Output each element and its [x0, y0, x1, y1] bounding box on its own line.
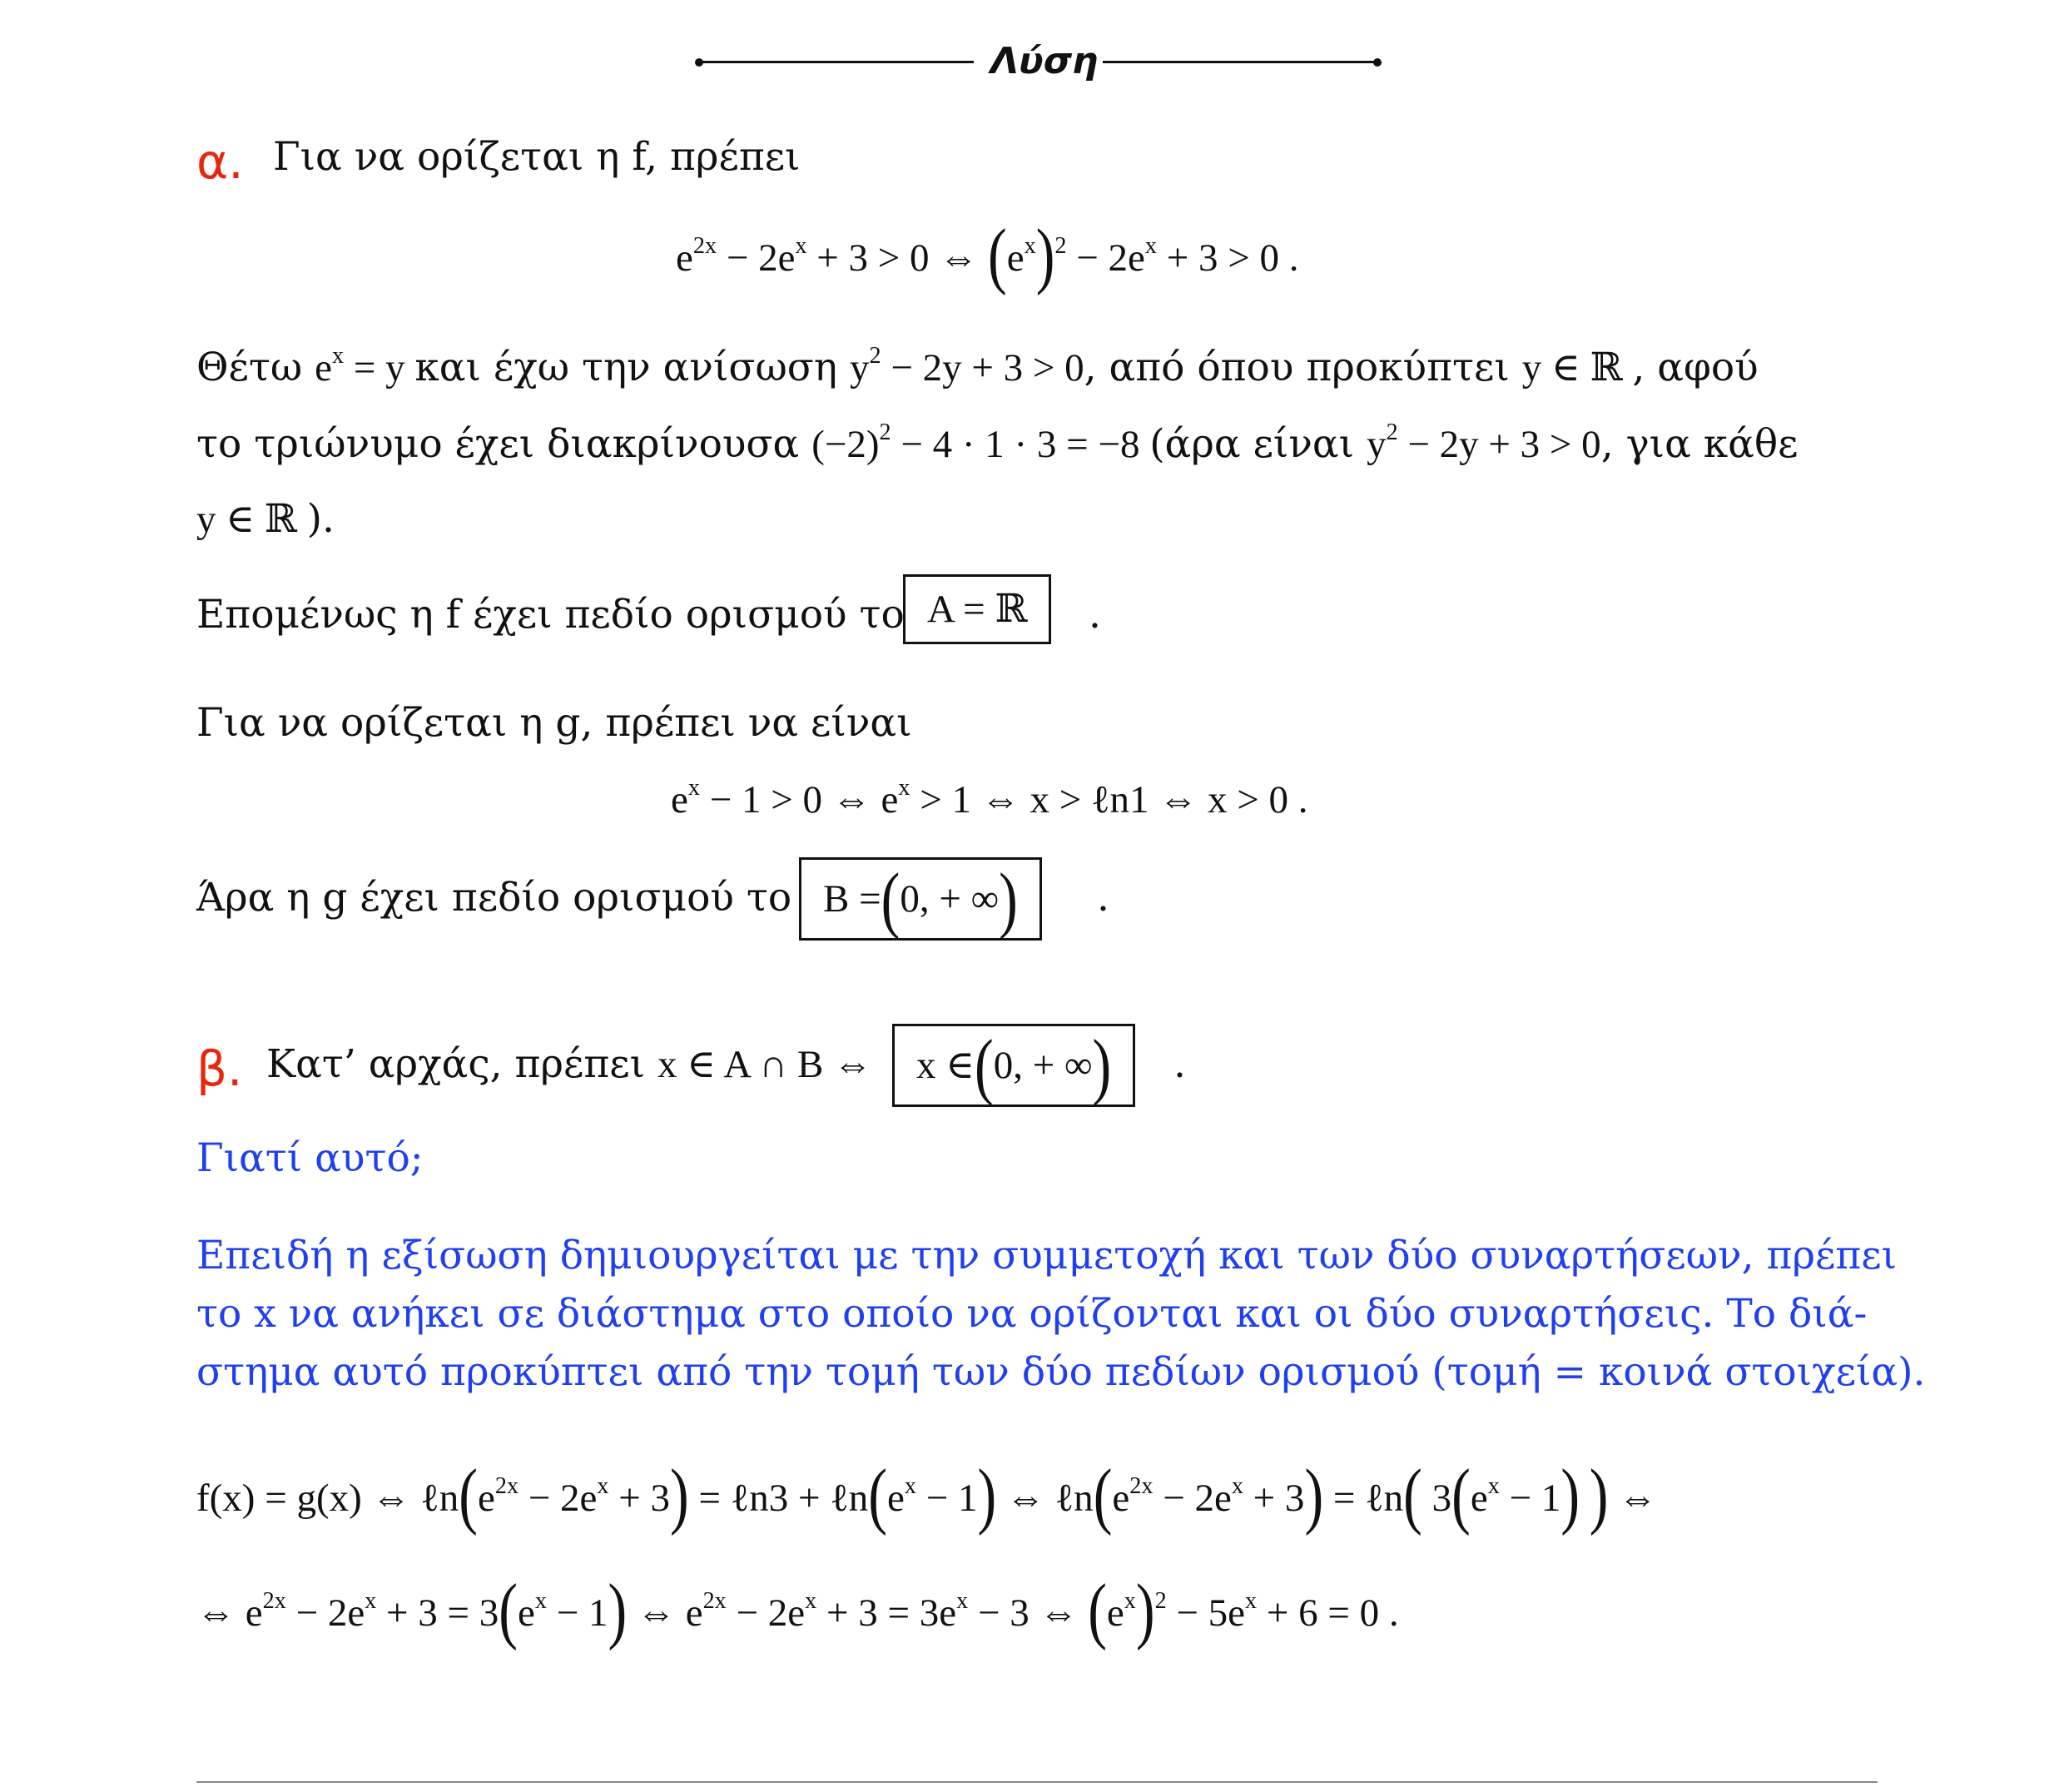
discriminant-line-end [196, 496, 335, 542]
subst-text-3: , από όπου προκύπτει [1084, 345, 1510, 390]
equation-f-domain: $e^{2x} - 2e^x + 3 > 0$ ⇔ $(e^x)^2 - 2e^x + 3 > 0$ . [676, 213, 1299, 296]
common-domain-box [892, 1024, 1135, 1107]
part-b-intro-math: x ∈ A ∩ B ⇔ [657, 1043, 873, 1086]
subst-text-1: Θέτω [196, 345, 303, 390]
explanation-line-1: Επειδή η εξίσωση δημιουργείται με την συμμετοχή και των δύο συναρτήσεων, πρέπει [196, 1233, 1898, 1278]
header-title: Λύση [990, 40, 1099, 82]
part-b-label: β. [196, 1040, 243, 1097]
disc-text-2: (άρα είναι [1149, 421, 1355, 467]
equation-solve-1: f(x) = g(x) ⇔ $\ell n(e^{2x} - 2e^x + 3)$ = ℓn3 + $\ell n(e^x - 1)$ ⇔ $\ell n(e^{2x} - 2e^x + 3)$ = ℓn( $3(e^x - 1)$ ) ⇔ [196, 1453, 1658, 1536]
substitution-line [196, 342, 1759, 390]
equation-solve-2: ⇔ $e^{2x} - 2e^x + 3 = 3(e^x - 1)$ ⇔ $e^{2x} - 2e^x + 3 = 3e^x - 3$ ⇔ $(e^x)^2 - 5e^x + 6 = 0$ . [196, 1568, 1399, 1651]
part-a-label: α. [196, 133, 244, 190]
domain-g-box-content: B = ( 0, + ∞ ) [799, 857, 1042, 941]
domain-f-period: . [1089, 592, 1101, 638]
header-rule-left [699, 61, 974, 63]
subst-math-2: $y^2 - 2y + 3 > 0$ [850, 342, 1084, 390]
subst-math-3: y ∈ ℝ [1521, 346, 1633, 390]
disc-math-2: $y^2 - 2y + 3 > 0$ [1367, 419, 1601, 466]
header-dot-right [1373, 58, 1382, 67]
subst-text-2: και έχω την ανίσωση [414, 345, 838, 390]
disc-math-3: y ∈ ℝ [196, 498, 307, 541]
domain-g-box [799, 857, 1042, 941]
equation-g-domain: $e^x - 1 > 0$ ⇔ $e^x > 1$ ⇔ x > ℓn1 ⇔ x > 0 . [671, 774, 1308, 822]
domain-g-text: Άρα η g έχει πεδίο ορισμού το [196, 875, 792, 921]
domain-g-period: . [1097, 875, 1109, 921]
disc-text-3: , για κάθε [1600, 421, 1799, 467]
domain-f-text: Επομένως η f έχει πεδίο ορισμού το [196, 592, 905, 638]
discriminant-line [196, 419, 1799, 467]
common-domain-box-content: x ∈ ( 0, + ∞ ) [892, 1024, 1135, 1107]
disc-math-1: $(-2)^2 - 4 \cdot 1 \cdot 3 = -8$ [811, 419, 1150, 466]
subst-math-1: $e^x = y$ [315, 342, 415, 390]
question-text: Γιατί αυτό; [196, 1135, 424, 1181]
footer-rule [196, 1781, 1878, 1783]
subst-text-4: , αφού [1632, 345, 1759, 390]
disc-text-1: το τριώνυμο έχει διακρίνουσα [196, 421, 800, 467]
g-intro: Για να ορίζεται η g, πρέπει να είναι [196, 700, 912, 746]
header-rule-right [1103, 61, 1377, 63]
domain-f-box [903, 574, 1051, 644]
part-a-intro: Για να ορίζεται η f, πρέπει [273, 134, 801, 180]
disc-text-4: ). [306, 496, 335, 542]
common-domain-period: . [1173, 1041, 1186, 1087]
explanation-line-2: το x να ανήκει σε διάστημα στο οποίο να ορίζονται και οι δύο συναρτήσεις. Το διά- [196, 1291, 1868, 1337]
part-b-intro-text: Κατ’ αρχάς, πρέπει [266, 1041, 646, 1087]
part-b-intro [266, 1041, 873, 1087]
domain-f-box-content: A = ℝ [903, 574, 1051, 644]
explanation-line-3: στημα αυτό προκύπτει από την τομή των δύο πεδίων ορισμού (τομή = κοινά στοιχεία). [196, 1349, 1926, 1395]
